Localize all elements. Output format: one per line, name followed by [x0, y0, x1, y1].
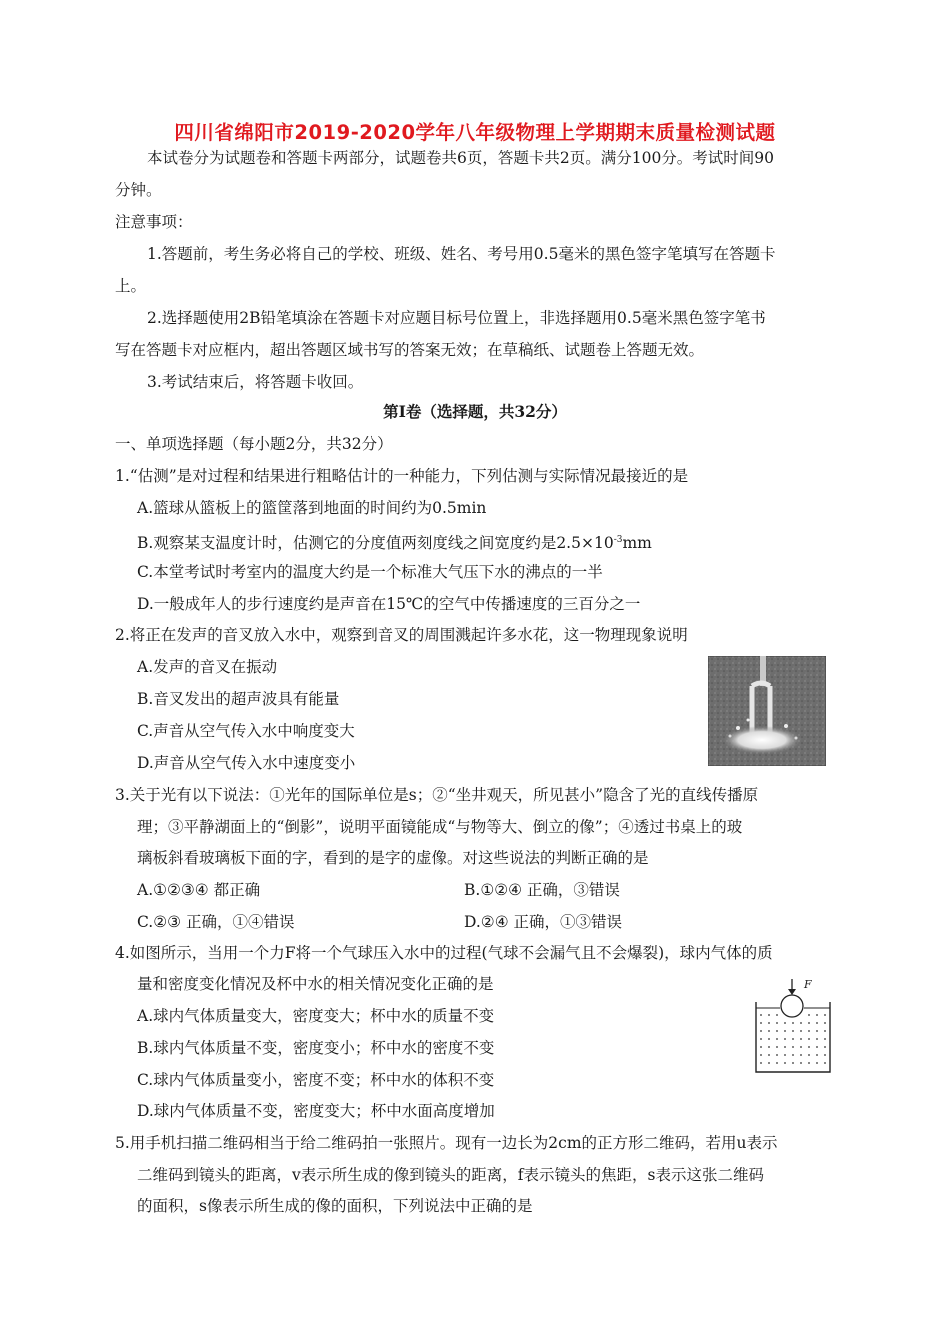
q1-option-d: D.一般成年人的步行速度约是声音在15℃的空气中传播速度的三百分之一 — [137, 595, 641, 613]
q3-option-c: C.②③ 正确，①④错误 — [137, 913, 295, 931]
q2-option-b: B.音叉发出的超声波具有能量 — [137, 690, 340, 708]
q5-line-1: 5.用手机扫描二维码相当于给二维码拍一张照片。现有一边长为2cm的正方形二维码，若用u表示 — [115, 1134, 778, 1152]
notice-item-3: 3.考试结束后，将答题卡收回。 — [147, 373, 364, 391]
force-label: F — [804, 978, 812, 991]
q3-line-1: 3.关于光有以下说法：①光年的国际单位是s；②“坐井观天，所见甚小”隐含了光的直线传播原 — [115, 786, 759, 804]
balloon-in-cup-figure — [752, 976, 834, 1074]
q1-option-b-unit: mm — [622, 534, 652, 553]
q4-line-2: 量和密度变化情况及杯中水的相关情况变化正确的是 — [137, 975, 494, 993]
q3-option-b: B.①②④ 正确，③错误 — [464, 881, 620, 899]
q2-option-d: D.声音从空气传入水中速度变小 — [137, 754, 356, 772]
document-title: 四川省绵阳市2019-2020学年八年级物理上学期期末质量检测试题 — [174, 121, 776, 144]
notice-item-1-line-1: 1.答题前，考生务必将自己的学校、班级、姓名、考号用0.5毫米的黑色签字笔填写在答题卡 — [147, 245, 776, 263]
q1-option-b-exponent: -3 — [613, 535, 623, 545]
q5-line-3: 的面积，s像表示所生成的像的面积，下列说法中正确的是 — [137, 1197, 533, 1215]
q4-line-1: 4.如图所示，当用一个力F将一个气球压入水中的过程(气球不会漏气且不会爆裂)，球内气体的质 — [115, 944, 773, 962]
q4-option-a: A.球内气体质量变大，密度变大；杯中水的质量不变 — [137, 1007, 495, 1025]
q1-option-c: C.本堂考试时考室内的温度大约是一个标准大气压下水的沸点的一半 — [137, 563, 603, 581]
tuning-fork-photo — [708, 656, 826, 766]
intro-line-1: 本试卷分为试题卷和答题卡两部分，试题卷共6页，答题卡共2页。满分100分。考试时间90 — [147, 149, 775, 167]
q4-option-b: B.球内气体质量不变，密度变小；杯中水的密度不变 — [137, 1039, 495, 1057]
q2-stem: 2.将正在发声的音叉放入水中，观察到音叉的周围溅起许多水花，这一物理现象说明 — [115, 626, 688, 644]
q1-option-a: A.篮球从篮板上的篮筐落到地面的时间约为0.5min — [137, 499, 487, 517]
notice-heading: 注意事项： — [115, 213, 193, 231]
q3-line-2: 理；③平静湖面上的“倒影”，说明平面镜能成“与物等大、倒立的像”；④透过书桌上的玻 — [137, 818, 743, 836]
q3-option-d: D.②④ 正确，①③错误 — [464, 913, 623, 931]
q3-option-a: A.①②③④ 都正确 — [137, 881, 261, 899]
q2-option-c: C.声音从空气传入水中响度变大 — [137, 722, 355, 740]
notice-item-2-line-2: 写在答题卡对应框内，超出答题区域书写的答案无效；在草稿纸、试题卷上答题无效。 — [115, 341, 705, 359]
q1-option-b — [137, 529, 652, 554]
q3-line-3: 璃板斜看玻璃板下面的字，看到的是字的虚像。对这些说法的判断正确的是 — [137, 849, 649, 867]
q1-option-b-text: B.观察某支温度计时，估测它的分度值两刻度线之间宽度约是2.5×10 — [137, 534, 614, 553]
intro-line-2: 分钟。 — [115, 181, 162, 199]
notice-item-1-line-2: 上。 — [115, 277, 147, 295]
notice-item-2-line-1: 2.选择题使用2B铅笔填涂在答题卡对应题目标号位置上，非选择题用0.5毫米黑色签字笔书 — [147, 309, 766, 327]
q2-option-a: A.发声的音叉在振动 — [137, 658, 278, 676]
q1-stem: 1.“估测”是对过程和结果进行粗略估计的一种能力，下列估测与实际情况最接近的是 — [115, 467, 689, 485]
q5-line-2: 二维码到镜头的距离，v表示所生成的像到镜头的距离，f表示镜头的焦距，s表示这张二维码 — [137, 1166, 764, 1184]
section-title: 第Ⅰ卷（选择题，共32分） — [383, 402, 567, 421]
part-heading: 一、单项选择题（每小题2分，共32分） — [115, 435, 393, 453]
q4-option-d: D.球内气体质量不变，密度变大；杯中水面高度增加 — [137, 1102, 495, 1120]
q4-option-c: C.球内气体质量变小，密度不变；杯中水的体积不变 — [137, 1071, 495, 1089]
